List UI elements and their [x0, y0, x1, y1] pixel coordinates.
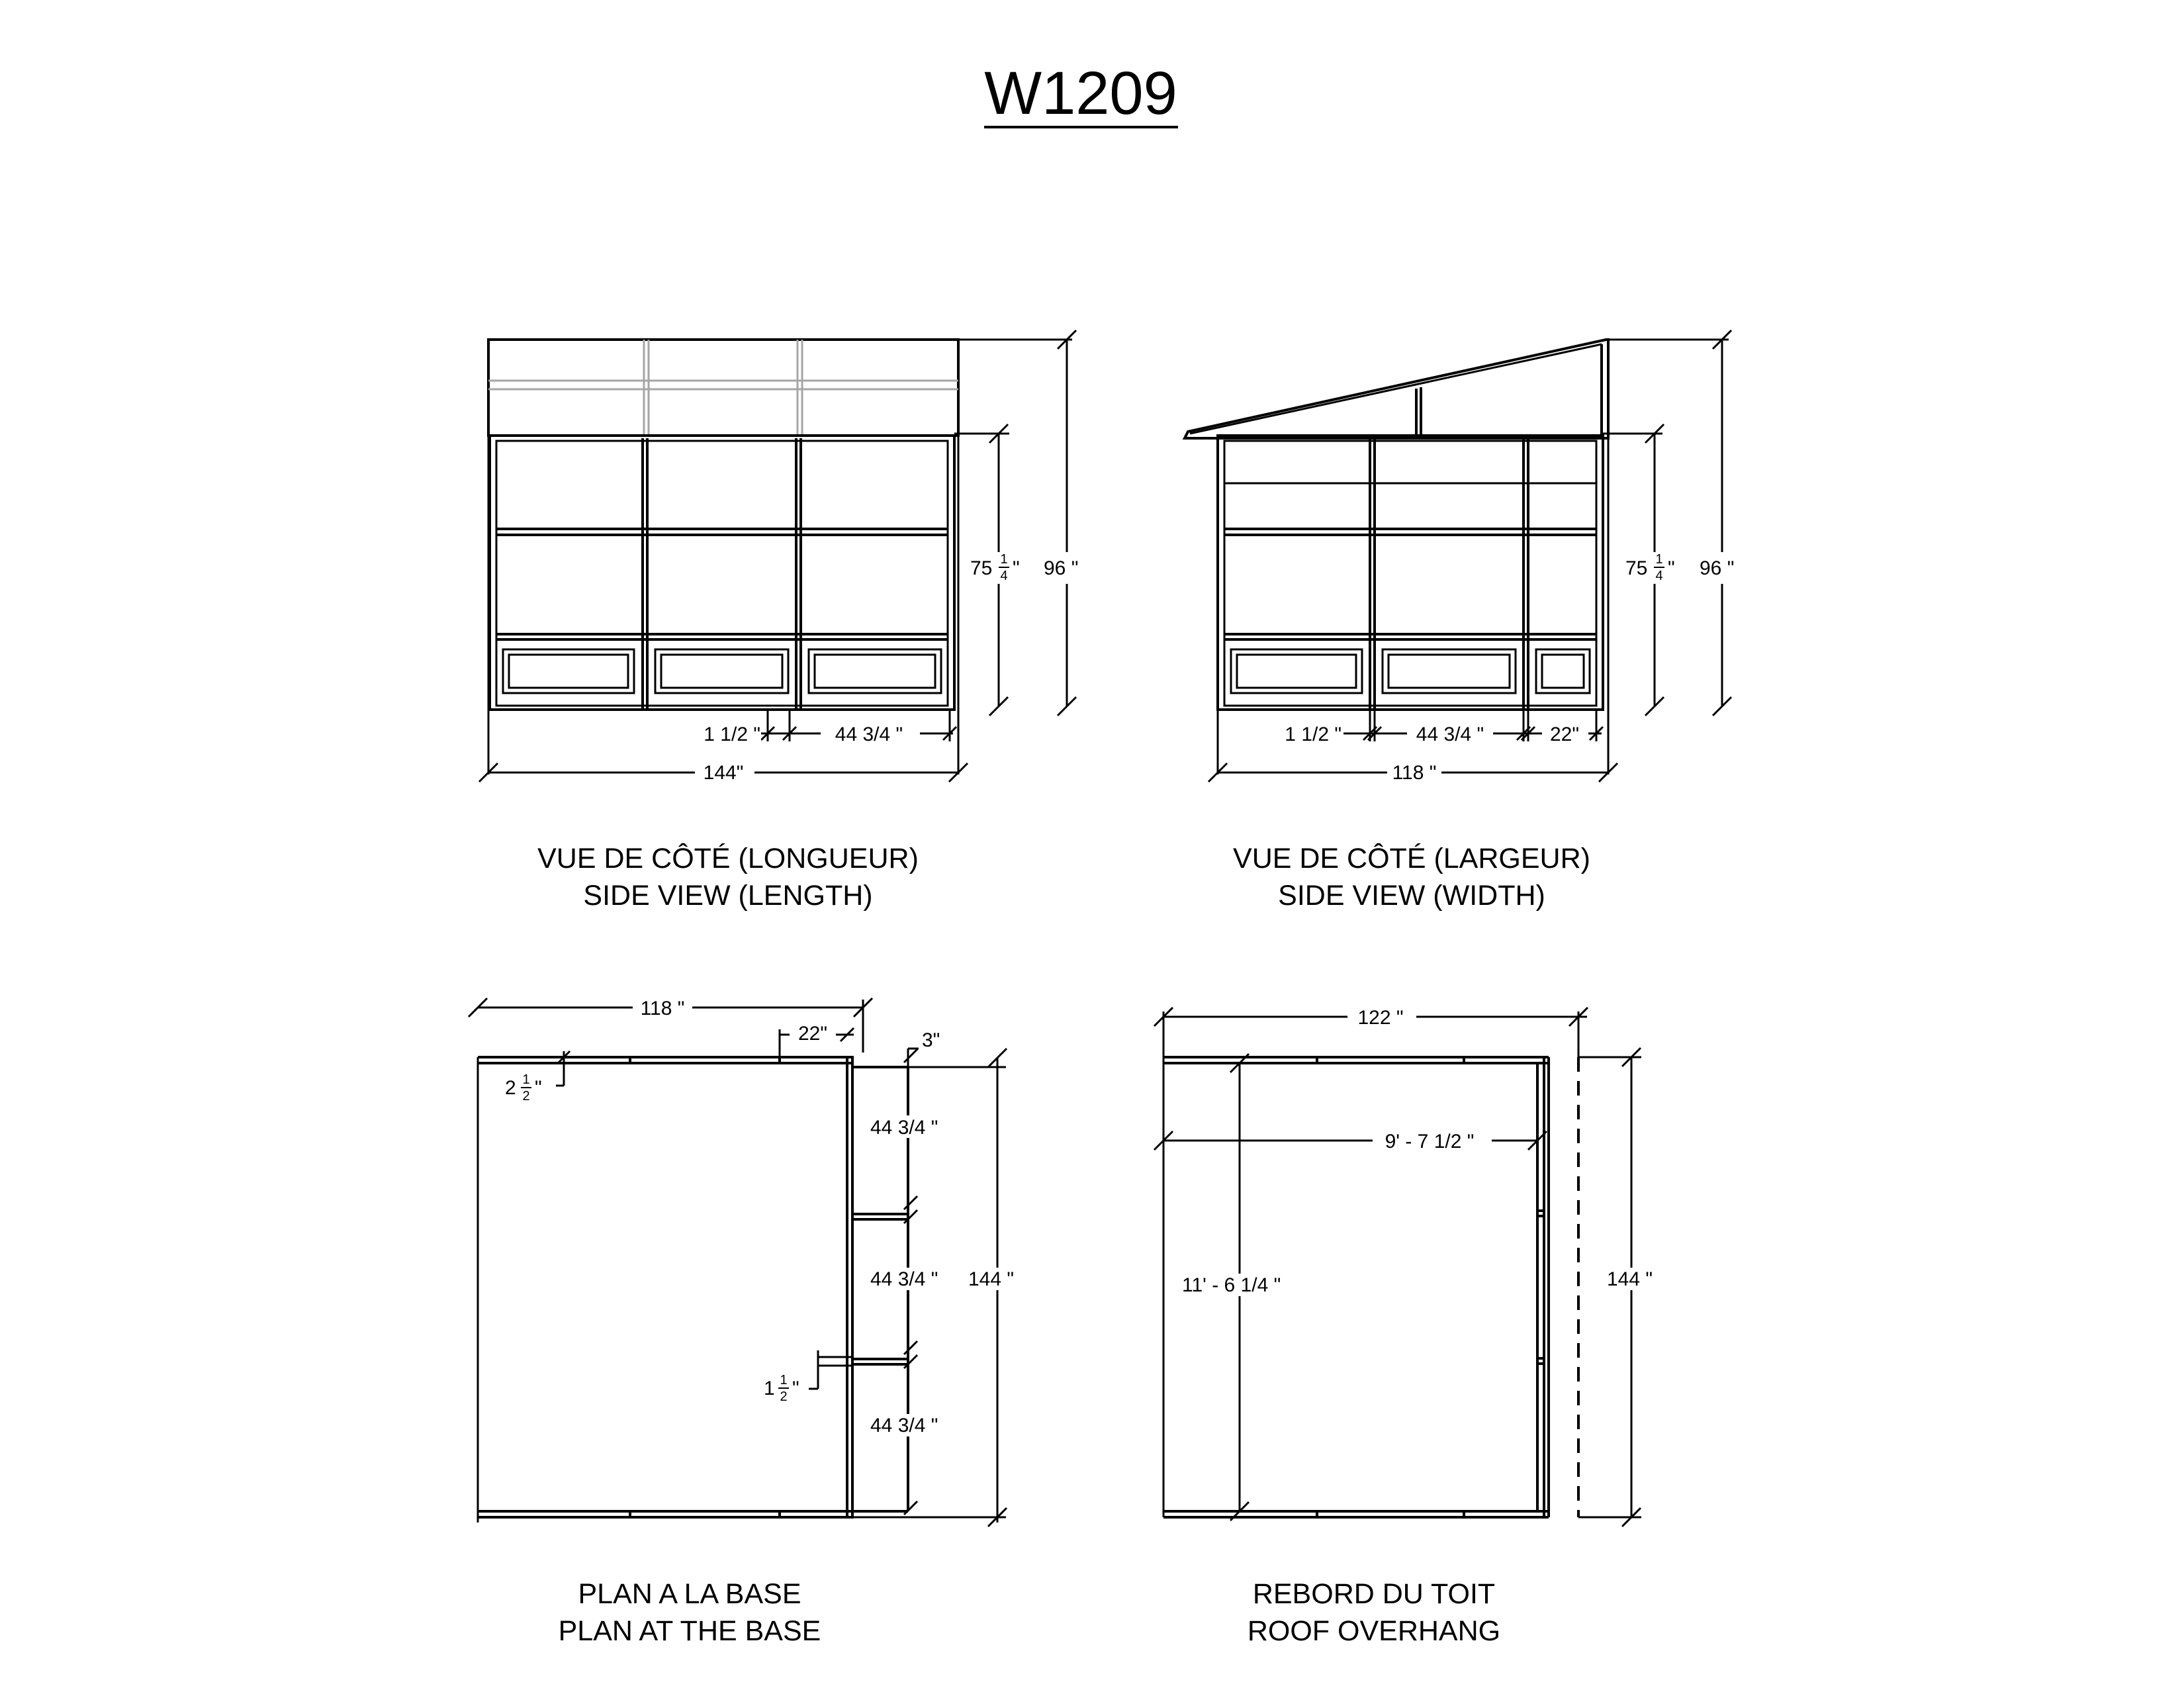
dim-width: 118 ": [1392, 762, 1437, 784]
caption-en: ROOF OVERHANG: [1247, 1615, 1501, 1647]
side-view-length: [479, 330, 1078, 912]
dim-length: 144 ": [1607, 1268, 1653, 1290]
dim-inner-width: 9' - 7 1/2 ": [1385, 1131, 1475, 1152]
dim-wall-unit: ": [535, 1077, 542, 1099]
dim-height-wall-den: 4: [1655, 569, 1663, 583]
dim-width: 118 ": [640, 998, 685, 1019]
dim-height-total: 96 ": [1044, 557, 1079, 579]
dim-inner-length: 11' - 6 1/4 ": [1182, 1274, 1281, 1296]
caption-fr: PLAN A LA BASE: [578, 1578, 801, 1610]
dim-height-wall-unit: ": [1668, 557, 1675, 579]
dim-height-wall-whole: 75: [970, 557, 993, 579]
dim-height-wall-num: 1: [1655, 552, 1663, 567]
dim-post: 1 1/2 ": [704, 724, 760, 745]
dim-panel-1: 44 3/4 ": [870, 1117, 938, 1139]
dim-small-panel: 22": [797, 1023, 828, 1045]
caption-en: PLAN AT THE BASE: [558, 1615, 821, 1647]
dim-width: 122 ": [1357, 1007, 1404, 1029]
dim-post-num: 1: [780, 1373, 788, 1387]
dim-post-unit: ": [792, 1378, 799, 1399]
dim-width: 144": [703, 762, 744, 784]
dim-post-den: 2: [780, 1389, 788, 1404]
dim-offset: 3": [922, 1029, 940, 1051]
dim-post-whole: 1: [764, 1378, 775, 1399]
dim-small-panel: 22": [1549, 724, 1580, 745]
dim-panel: 44 3/4 ": [835, 724, 903, 745]
dim-panel-3: 44 3/4 ": [870, 1415, 938, 1436]
plan-at-base: [469, 997, 1023, 1647]
dim-height-total: 96 ": [1700, 557, 1735, 579]
caption-fr: VUE DE CÔTÉ (LARGEUR): [1233, 843, 1590, 874]
roof-overhang: [1154, 1006, 1661, 1647]
dim-wall-den: 2: [522, 1089, 530, 1103]
side-view-width: [1185, 330, 1736, 912]
caption-fr: VUE DE CÔTÉ (LONGUEUR): [537, 843, 919, 874]
caption-en: SIDE VIEW (LENGTH): [583, 880, 873, 912]
dim-wall-num: 1: [522, 1072, 530, 1087]
dim-height-wall-unit: ": [1013, 557, 1020, 579]
dim-height-wall-den: 4: [1000, 569, 1008, 583]
drawing-title: W1209: [984, 60, 1177, 127]
dim-height-wall-whole: 75: [1625, 557, 1648, 579]
dim-length: 144 ": [968, 1268, 1015, 1290]
dim-post: 1 1/2 ": [1285, 724, 1342, 745]
caption-fr: REBORD DU TOIT: [1252, 1578, 1496, 1610]
dim-panel-2: 44 3/4 ": [870, 1268, 938, 1290]
dim-wall-whole: 2: [505, 1077, 516, 1099]
dim-height-wall-num: 1: [1000, 552, 1008, 567]
caption-en: SIDE VIEW (WIDTH): [1278, 880, 1545, 912]
dim-panel: 44 3/4 ": [1416, 724, 1484, 745]
